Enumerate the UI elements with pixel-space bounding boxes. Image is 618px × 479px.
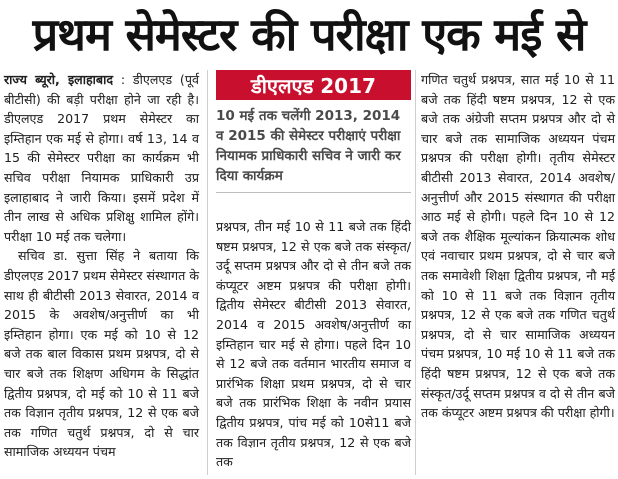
intro-text: : डीएलएड (पूर्व बीटीसी) की बड़ी परीक्षा होने जा रही है। डीएलएड 2017 प्रथम सेमेस्टर का इम्तिहान एक मई से होगा। वर्ष 13, 14 व 15 की सेमेस्टर परीक्षा का कार्यक्रम भी सचिव परीक्षा नियामक प्राधिकारी उप्र इलाहाबाद ने जारी किया। इसमें प्रदेश में तीन लाख से अधिक प्रशिक्षु शामिल होंगे। परीक्षा 10 मई तक चलेगा। [4, 72, 200, 244]
topic-banner: डीएलएड 2017 [216, 70, 411, 100]
sub-headline: 10 मई तक चलेंगी 2013, 2014 व 2015 की सेमेस्टर परीक्षाएं परीक्षा नियामक प्राधिकारी सचिव ने जारी कर दिया कार्यक्रम [216, 106, 411, 193]
column-divider [207, 70, 208, 475]
article-column-1 [4, 70, 199, 462]
article-column-3 [421, 70, 615, 423]
intro-paragraph [4, 70, 199, 246]
article-column-2 [216, 217, 411, 472]
byline: राज्य ब्यूरो, इलाहाबाद [4, 72, 114, 87]
body-paragraph: सचिव डा. सुत्ता सिंह ने बताया कि डीएलएड 2017 प्रथम सेमेस्टर संस्थागत के साथ ही बीटीसी 2013 सेवारत, 2014 व 2015 के अवशेष/अनुत्तीर्ण का भी इम्तिहान होगा। एक मई को 10 से 12 बजे तक बाल विकास प्रथम प्रश्नपत्र, दो से चार बजे तक शिक्षण अधिगम के सिद्धांत द्वितीय प्रश्नपत्र, दो मई को 10 से 11 बजे तक विज्ञान तृतीय प्रश्नपत्र, 12 से एक बजे तक गणित चतुर्थ प्रश्नपत्र, दो से चार सामाजिक अध्ययन पंचम [4, 248, 199, 460]
page-headline: प्रथम सेमेस्टर की परीक्षा एक मई से [32, 7, 586, 61]
body-paragraph: प्रश्नपत्र, तीन मई 10 से 11 बजे तक हिंदी षष्टम प्रश्नपत्र, 12 से एक बजे तक संस्कृत/उर्दू सप्तम प्रश्नपत्र और दो से तीन बजे तक कंप्यूटर अष्टम प्रश्नपत्र की परीक्षा होगी। द्वितीय सेमेस्टर बीटीसी 2013 सेवारत, 2014 व 2015 अवशेष/अनुत्तीर्ण का इम्तिहान चार मई से होगा। पहले दिन 10 से 12 बजे तक वर्तमान भारतीय समाज व प्रारंभिक शिक्षा प्रथम प्रश्नपत्र, दो से चार बजे तक प्रारंभिक शिक्षा के नवीन प्रयास द्वितीय प्रश्नपत्र, पांच मई को 10से11 बजे तक विज्ञान तृतीय प्रश्नपत्र, 12 से एक बजे तक [216, 219, 411, 470]
column-divider [415, 70, 416, 475]
body-paragraph: गणित चतुर्थ प्रश्नपत्र, सात मई 10 से 11 बजे तक हिंदी षष्टम प्रश्नपत्र, 12 से एक बजे तक अंग्रेजी सप्तम प्रश्नपत्र और दो से चार बजे तक सामाजिक अध्ययन पंचम प्रश्नपत्र की परीक्षा होगी। तृतीय सेमेस्टर बीटीसी 2013 सेवारत, 2014 अवशेष/अनुत्तीर्ण और 2015 संस्थागत की परीक्षा आठ मई से होगी। पहले दिन 10 से 12 बजे तक शैक्षिक मूल्यांकन क्रियात्मक शोध एवं नवाचार प्रथम प्रश्नपत्र, दो से चार बजे तक समावेशी शिक्षा द्वितीय प्रश्नपत्र, नौ मई को 10 से 11 बजे तक विज्ञान तृतीय प्रश्नपत्र, 12 से एक बजे तक गणित चतुर्थ प्रश्नपत्र, दो से चार सामाजिक अध्ययन पंचम प्रश्नपत्र, 10 मई 10 से 11 बजे तक हिंदी षष्टम प्रश्नपत्र, 12 से एक बजे तक संस्कृत/उर्दू सप्तम प्रश्नपत्र व दो से तीन बजे तक कंप्यूटर अष्टम प्रश्नपत्र की परीक्षा होगी। [421, 72, 615, 421]
